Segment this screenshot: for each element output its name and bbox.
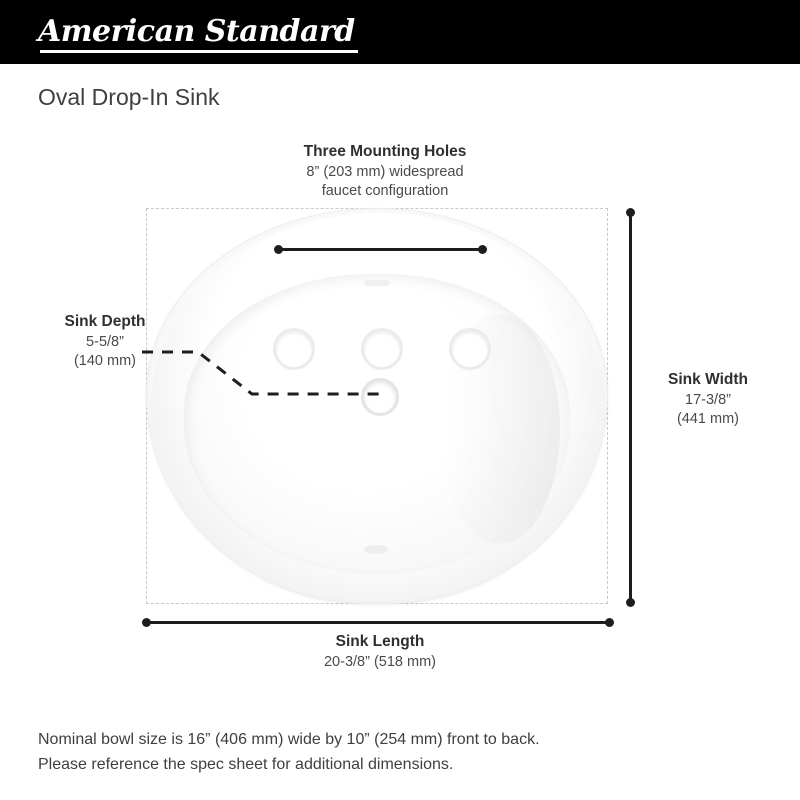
- sink-diagram: [0, 120, 800, 680]
- sink-length-label: [230, 632, 530, 672]
- footnote: [38, 728, 758, 778]
- sink-depth-heading: Sink Depth: [64, 313, 146, 330]
- mounting-holes-heading: Three Mounting Holes: [303, 143, 467, 160]
- mounting-hole-left: [273, 328, 315, 370]
- mounting-holes-line1: 8” (203 mm) widespread: [306, 163, 464, 180]
- sink-width-line2: (441 mm): [676, 411, 740, 428]
- sink-width-label: [628, 370, 788, 430]
- sink-length-line1: 20-3/8” (518 mm): [323, 653, 436, 670]
- logo-underline-decoration: [40, 50, 358, 53]
- sink-width-heading: Sink Width: [668, 371, 748, 388]
- mounting-hole-right: [449, 328, 491, 370]
- mounting-holes-span-endpoint-left: [274, 245, 283, 254]
- mounting-holes-span-line: [278, 248, 483, 251]
- faucet-deck-slot: [364, 280, 390, 286]
- footnote-line-1: Nominal bowl size is 16” (406 mm) wide by 10” (254 mm) front to back.: [38, 731, 540, 748]
- sink-length-heading: Sink Length: [335, 633, 425, 650]
- sink-length-endpoint-left: [142, 618, 151, 627]
- sink-length-dimension-line: [146, 621, 609, 624]
- sink-bowl: [184, 274, 570, 574]
- sink-illustration: [146, 208, 608, 604]
- american-standard-logo: American Standard: [38, 14, 355, 49]
- page-title: Oval Drop-In Sink: [38, 84, 220, 110]
- sink-width-line1: 17-3/8”: [685, 391, 731, 408]
- footnote-line-2: Please reference the spec sheet for additional dimensions.: [38, 755, 454, 773]
- sink-width-endpoint-bottom: [626, 598, 635, 607]
- overflow-slot: [364, 545, 388, 554]
- sink-depth-label: [10, 312, 200, 372]
- mounting-holes-label: [215, 142, 555, 202]
- sink-length-endpoint-right: [605, 618, 614, 627]
- drain-hole: [361, 378, 399, 416]
- brand-header: [0, 0, 800, 64]
- sink-width-endpoint-top: [626, 208, 635, 217]
- mounting-holes-span-endpoint-right: [478, 245, 487, 254]
- mounting-holes-line2: faucet configuration: [321, 183, 449, 200]
- sink-depth-line2: (140 mm): [73, 353, 137, 370]
- sink-depth-line1: 5-5/8”: [86, 333, 124, 350]
- mounting-hole-center: [361, 328, 403, 370]
